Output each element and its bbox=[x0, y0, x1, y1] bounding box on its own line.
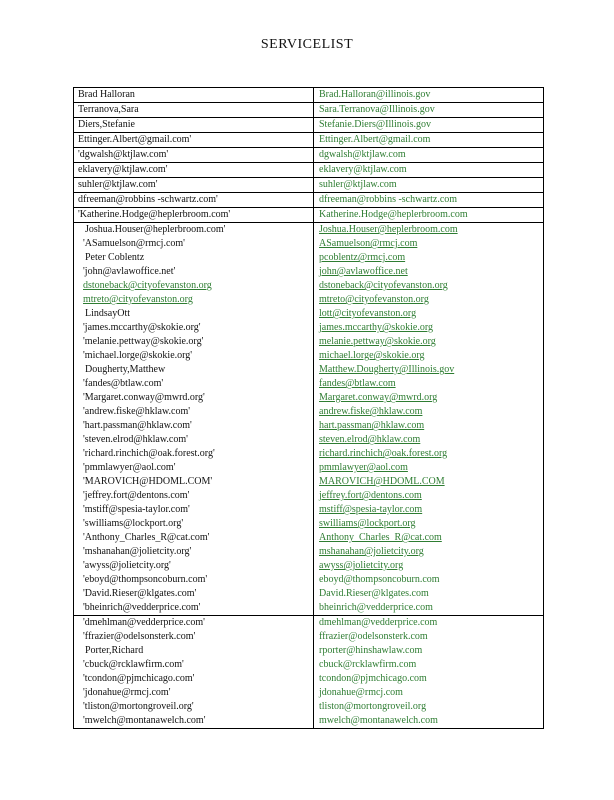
contact-name-cell: dstoneback@cityofevanston.org bbox=[74, 279, 314, 293]
table-row bbox=[74, 489, 543, 503]
table-row bbox=[74, 686, 543, 700]
table-row bbox=[74, 433, 543, 447]
contact-email-link[interactable]: mtreto@cityofevanston.org bbox=[319, 294, 429, 305]
contact-email-link[interactable]: rporter@hinshawlaw.com bbox=[319, 645, 423, 656]
contact-name-cell: 'mstiff@spesia-taylor.com' bbox=[74, 503, 314, 517]
table-row bbox=[74, 391, 543, 405]
table-row bbox=[74, 117, 543, 132]
contact-email-link[interactable]: suhler@ktjlaw.com bbox=[319, 179, 397, 190]
service-list-table bbox=[73, 87, 544, 729]
contact-name-cell: Ettinger.Albert@gmail.com' bbox=[74, 133, 314, 147]
contact-email-link[interactable]: Katherine.Hodge@heplerbroom.com bbox=[319, 209, 468, 220]
table-row bbox=[74, 293, 543, 307]
contact-email-link[interactable]: andrew.fiske@hklaw.com bbox=[319, 406, 423, 417]
contact-name-cell: 'Margaret.conway@mwrd.org' bbox=[74, 391, 314, 405]
contact-name-cell: 'mshanahan@jolietcity.org' bbox=[74, 545, 314, 559]
contact-email-link[interactable]: bheinrich@vedderprice.com bbox=[319, 602, 433, 613]
contact-email-link[interactable]: Anthony_Charles_R@cat.com bbox=[319, 532, 442, 543]
contact-email-link[interactable]: Brad.Halloran@illinois.gov bbox=[319, 89, 431, 100]
contact-name-cell: Peter Coblentz bbox=[74, 251, 314, 265]
contact-email-link[interactable]: David.Rieser@klgates.com bbox=[319, 588, 429, 599]
contact-email-link[interactable]: fandes@btlaw.com bbox=[319, 378, 396, 389]
table-row bbox=[74, 447, 543, 461]
table-row bbox=[74, 601, 543, 615]
table-row bbox=[74, 405, 543, 419]
table-row bbox=[74, 714, 543, 728]
contact-name-cell: 'melanie.pettway@skokie.org' bbox=[74, 335, 314, 349]
table-row bbox=[74, 251, 543, 265]
table-row bbox=[74, 587, 543, 601]
table-row bbox=[74, 363, 543, 377]
contact-name-cell: Terranova,Sara bbox=[74, 103, 314, 117]
contact-name-cell: 'ffrazier@odelsonsterk.com' bbox=[74, 630, 314, 644]
contact-name-cell: 'tliston@mortongroveil.org' bbox=[74, 700, 314, 714]
contact-name-cell: 'cbuck@rcklawfirm.com' bbox=[74, 658, 314, 672]
contact-email-link[interactable]: richard.rinchich@oak.forest.org bbox=[319, 448, 448, 459]
contact-email-link[interactable]: MAROVICH@HDOML.COM bbox=[319, 476, 445, 487]
contact-name-cell: 'jeffrey.fort@dentons.com' bbox=[74, 489, 314, 503]
contact-email-link[interactable]: melanie.pettway@skokie.org bbox=[319, 336, 436, 347]
contact-name-cell: dfreeman@robbins -schwartz.com' bbox=[74, 193, 314, 207]
contact-email-link[interactable]: ASamuelson@rmcj.com bbox=[319, 238, 418, 249]
table-row bbox=[74, 559, 543, 573]
contact-email-link[interactable]: hart.passman@hklaw.com bbox=[319, 420, 425, 431]
table-row bbox=[74, 658, 543, 672]
contact-name-cell: 'mwelch@montanawelch.com' bbox=[74, 714, 314, 728]
table-row bbox=[74, 102, 543, 117]
contact-email-link[interactable]: pmmlawyer@aol.com bbox=[319, 462, 408, 473]
contact-name-cell: Joshua.Houser@heplerbroom.com' bbox=[74, 223, 314, 237]
table-row bbox=[74, 531, 543, 545]
table-row bbox=[74, 237, 543, 251]
table-row bbox=[74, 545, 543, 559]
table-row bbox=[74, 672, 543, 686]
contact-email-link[interactable]: dmehlman@vedderprice.com bbox=[319, 617, 438, 628]
contact-name-cell: 'fandes@btlaw.com' bbox=[74, 377, 314, 391]
contact-email-link[interactable]: Margaret.conway@mwrd.org bbox=[319, 392, 438, 403]
contact-email-link[interactable]: ffrazier@odelsonsterk.com bbox=[319, 631, 428, 642]
contact-email-link[interactable]: Joshua.Houser@heplerbroom.com bbox=[319, 224, 458, 235]
contact-email-link[interactable]: mwelch@montanawelch.com bbox=[319, 715, 438, 726]
contact-name-cell: 'jdonahue@rmcj.com' bbox=[74, 686, 314, 700]
contact-name-cell: 'David.Rieser@klgates.com' bbox=[74, 587, 314, 601]
table-row bbox=[74, 573, 543, 587]
contact-email-link[interactable]: tcondon@pjmchicago.com bbox=[319, 673, 427, 684]
table-row bbox=[74, 321, 543, 335]
contact-name-cell: 'swilliams@lockport.org' bbox=[74, 517, 314, 531]
contact-name-cell: Porter,Richard bbox=[74, 644, 314, 658]
contact-email-link[interactable]: lott@cityofevanston.org bbox=[319, 308, 417, 319]
contact-name-cell: Brad Halloran bbox=[74, 88, 314, 102]
contact-email-link[interactable]: pcoblentz@rmcj.com bbox=[319, 252, 406, 263]
table-row bbox=[74, 503, 543, 517]
table-row bbox=[74, 207, 543, 222]
contact-email-link[interactable]: tliston@mortongroveil.org bbox=[319, 701, 427, 712]
table-row bbox=[74, 132, 543, 147]
table-row bbox=[74, 335, 543, 349]
contact-email-link[interactable]: james.mccarthy@skokie.org bbox=[319, 322, 433, 333]
table-row bbox=[74, 307, 543, 321]
table-row bbox=[74, 279, 543, 293]
contact-email-link[interactable]: john@avlawoffice.net bbox=[319, 266, 408, 277]
contact-name-cell: Dougherty,Matthew bbox=[74, 363, 314, 377]
page-title: SERVICELIST bbox=[260, 37, 354, 52]
contact-email-link[interactable]: mshanahan@jolietcity.org bbox=[319, 546, 424, 557]
contact-name-cell: suhler@ktjlaw.com' bbox=[74, 178, 314, 192]
contact-name-cell: 'ASamuelson@rmcj.com' bbox=[74, 237, 314, 251]
table-row bbox=[74, 349, 543, 363]
table-row bbox=[74, 419, 543, 433]
contact-email-link[interactable]: mstiff@spesia-taylor.com bbox=[319, 504, 423, 515]
contact-name-cell: 'steven.elrod@hklaw.com' bbox=[74, 433, 314, 447]
contact-email-link[interactable]: Matthew.Dougherty@Illinois.gov bbox=[319, 364, 455, 375]
table-row bbox=[74, 700, 543, 714]
table-row bbox=[74, 475, 543, 489]
contact-name-cell: 'john@avlawoffice.net' bbox=[74, 265, 314, 279]
contact-email-link[interactable]: michael.lorge@skokie.org bbox=[319, 350, 425, 361]
contact-name-cell: 'richard.rinchich@oak.forest.org' bbox=[74, 447, 314, 461]
contact-name-cell: 'dgwalsh@ktjlaw.com' bbox=[74, 148, 314, 162]
contact-email-link[interactable]: cbuck@rcklawfirm.com bbox=[319, 659, 417, 670]
contact-email-link[interactable]: dgwalsh@ktjlaw.com bbox=[319, 149, 406, 160]
contact-email-link[interactable]: dstoneback@cityofevanston.org bbox=[319, 280, 448, 291]
contact-name-cell: 'bheinrich@vedderprice.com' bbox=[74, 601, 314, 615]
contact-name-cell: eklavery@ktjlaw.com' bbox=[74, 163, 314, 177]
table-row bbox=[74, 630, 543, 644]
contact-name-cell: 'awyss@jolietcity.org' bbox=[74, 559, 314, 573]
table-row bbox=[74, 265, 543, 279]
contact-name-cell: 'MAROVICH@HDOML.COM' bbox=[74, 475, 314, 489]
table-row bbox=[74, 162, 543, 177]
contact-email-link[interactable]: steven.elrod@hklaw.com bbox=[319, 434, 421, 445]
contact-email-link[interactable]: Stefanie.Diers@Illinois.gov bbox=[319, 119, 431, 130]
contact-email-link[interactable]: jdonahue@rmcj.com bbox=[319, 687, 403, 698]
table-row bbox=[74, 377, 543, 391]
contact-name-cell: Diers,Stefanie bbox=[74, 118, 314, 132]
contact-name-cell: LindsayOtt bbox=[74, 307, 314, 321]
contact-name-cell: 'dmehlman@vedderprice.com' bbox=[74, 616, 314, 630]
contact-name-cell: mtreto@cityofevanston.org bbox=[74, 293, 314, 307]
table-row bbox=[74, 192, 543, 207]
table-row bbox=[74, 177, 543, 192]
contact-name-cell: 'Anthony_Charles_R@cat.com' bbox=[74, 531, 314, 545]
contact-email-link[interactable]: swilliams@lockport.org bbox=[319, 518, 416, 529]
table-row bbox=[74, 222, 543, 237]
contact-name-cell: 'hart.passman@hklaw.com' bbox=[74, 419, 314, 433]
contact-name-cell: 'michael.lorge@skokie.org' bbox=[74, 349, 314, 363]
table-row bbox=[74, 461, 543, 475]
contact-email-link[interactable]: Ettinger.Albert@gmail.com bbox=[319, 134, 431, 145]
contact-email-link[interactable]: Sara.Terranova@Illinois.gov bbox=[319, 104, 435, 115]
contact-email-link[interactable]: dfreeman@robbins -schwartz.com bbox=[319, 194, 458, 205]
table-row bbox=[74, 147, 543, 162]
contact-name-cell: 'pmmlawyer@aol.com' bbox=[74, 461, 314, 475]
contact-email-link[interactable]: awyss@jolietcity.org bbox=[319, 560, 404, 571]
contact-name-cell: 'andrew.fiske@hklaw.com' bbox=[74, 405, 314, 419]
table-row bbox=[74, 88, 543, 102]
contact-name-cell: 'tcondon@pjmchicago.com' bbox=[74, 672, 314, 686]
contact-email-link[interactable]: eklavery@ktjlaw.com bbox=[319, 164, 407, 175]
table-row bbox=[74, 644, 543, 658]
contact-name-cell: 'eboyd@thompsoncoburn.com' bbox=[74, 573, 314, 587]
contact-name-cell: 'james.mccarthy@skokie.org' bbox=[74, 321, 314, 335]
contact-name-cell: 'Katherine.Hodge@heplerbroom.com' bbox=[74, 208, 314, 222]
contact-email-link[interactable]: eboyd@thompsoncoburn.com bbox=[319, 574, 440, 585]
table-row bbox=[74, 517, 543, 531]
contact-email-link[interactable]: jeffrey.fort@dentons.com bbox=[319, 490, 422, 501]
table-row bbox=[74, 615, 543, 630]
